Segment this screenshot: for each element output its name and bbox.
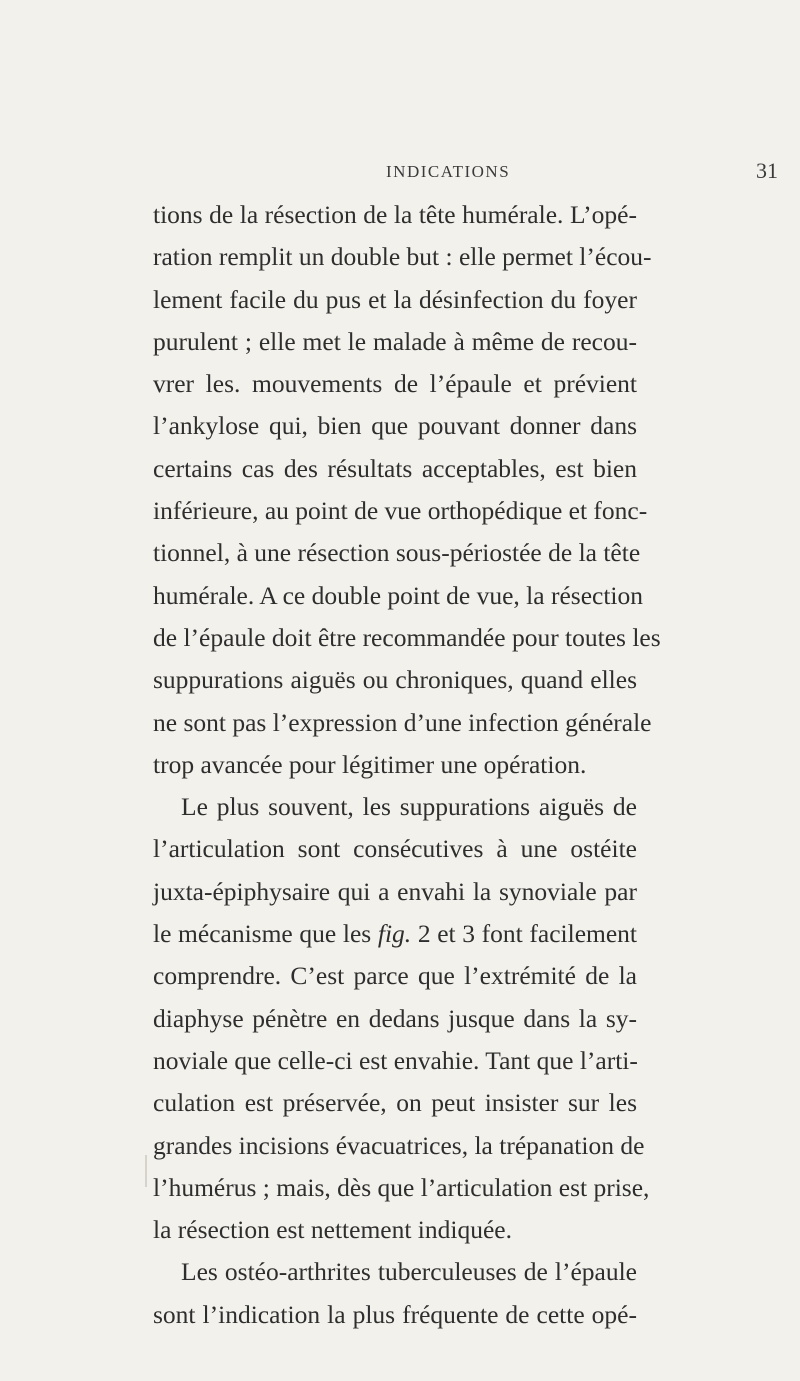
text-line: suppurations aiguës ou chroniques, quand elles — [153, 665, 637, 695]
text-line: ne sont pas l’expression d’une infection générale — [153, 707, 652, 737]
running-head — [0, 158, 800, 182]
text-line: sont l’indication la plus fréquente de cette opé- — [153, 1299, 637, 1329]
text-line: inférieure, au point de vue orthopédique et fonc- — [153, 496, 648, 526]
running-head-title: INDICATIONS — [386, 162, 511, 181]
text-line: vrer les. mouvements de l’épaule et prévient — [153, 369, 637, 399]
text-line-with-figure-ref — [153, 913, 637, 955]
text-line: ration remplit un double but : elle permet l’écou- — [153, 242, 652, 272]
text-line: humérale. A ce double point de vue, la résection — [153, 580, 644, 610]
text-line: l’articulation sont consécutives à une ostéite — [153, 834, 637, 864]
page-edge-mark — [145, 1155, 147, 1187]
body-text — [153, 194, 661, 1336]
text-line: comprendre. C’est parce que l’extrémité de la — [153, 961, 637, 991]
text-line: l’ankylose qui, bien que pouvant donner dans — [153, 411, 637, 441]
text-line: purulent ; elle met le malade à même de recou- — [153, 326, 637, 356]
text-line: l’humérus ; mais, dès que l’articulation est prise, — [153, 1172, 650, 1202]
text-line: la résection est nettement indiquée. — [153, 1215, 512, 1245]
text-line: tions de la résection de la tête humérale. L’opé- — [153, 200, 637, 229]
text-line: noviale que celle-ci est envahie. Tant que l’arti- — [153, 1045, 638, 1075]
text-line: juxta-épiphysaire qui a envahi la synoviale par — [153, 876, 637, 906]
text-line: certains cas des résultats acceptables, est bien — [153, 453, 637, 483]
paragraph-start-line: Le plus souvent, les suppurations aiguës de — [181, 792, 637, 822]
text-line: de l’épaule doit être recommandée pour toutes les — [153, 622, 661, 652]
figure-reference: fig. — [377, 919, 412, 949]
line-segment: le mécanisme que les — [153, 919, 372, 949]
text-line: culation est préservée, on peut insister sur les — [153, 1088, 637, 1118]
line-segment: 2 et 3 font facilement — [417, 919, 637, 949]
paragraph-start-line: Les ostéo-arthrites tuberculeuses de l’épaule — [181, 1257, 637, 1287]
text-line: lement facile du pus et la désinfection du foyer — [153, 284, 637, 314]
text-line: tionnel, à une résection sous-périostée de la tête — [153, 538, 641, 568]
page-number: 31 — [756, 158, 778, 183]
text-line: diaphyse pénètre en dedans jusque dans la sy- — [153, 1003, 637, 1033]
text-line: trop avancée pour légitimer une opération. — [153, 749, 587, 779]
text-line: grandes incisions évacuatrices, la trépanation de — [153, 1130, 645, 1160]
